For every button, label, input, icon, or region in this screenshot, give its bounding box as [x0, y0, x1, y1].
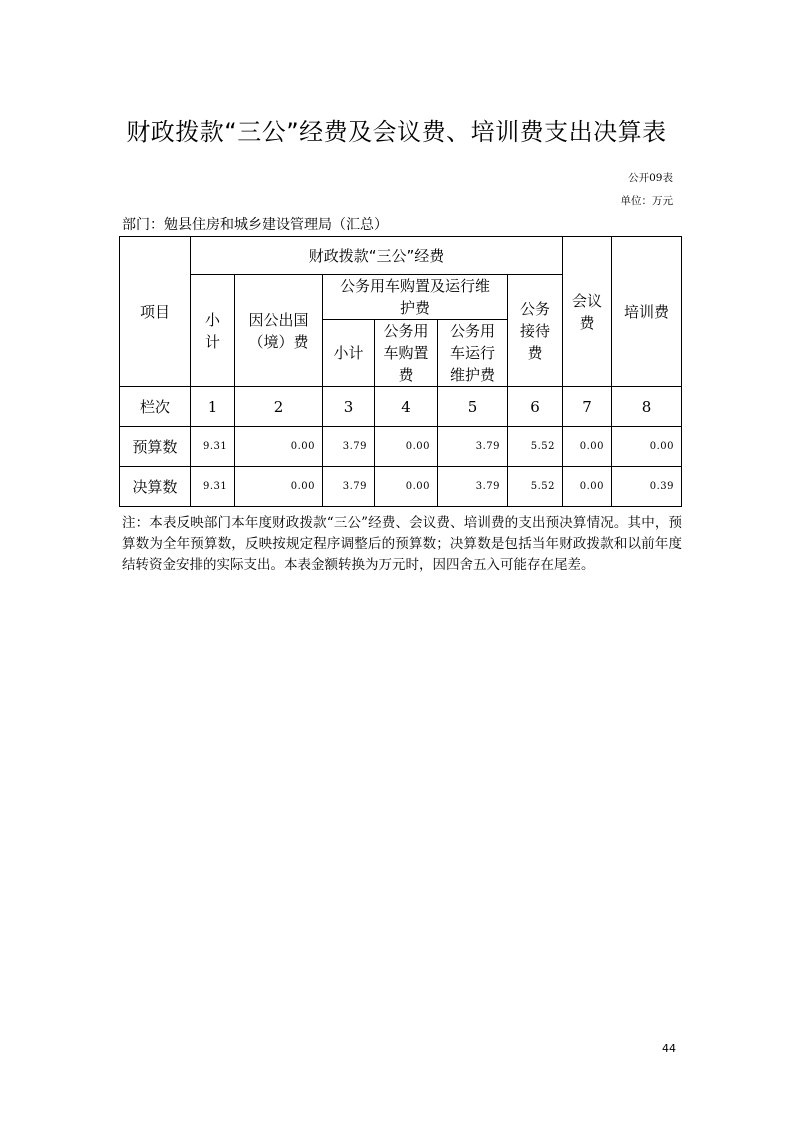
- department-label: 部门：勉县住房和城乡建设管理局（汇总）: [122, 217, 388, 233]
- header-training: 培训费: [612, 237, 682, 387]
- index-cell: 5: [438, 387, 508, 427]
- budget-cell: 0.00: [235, 427, 323, 467]
- unit-label: 单位：万元: [620, 195, 673, 207]
- actual-cell: 9.31: [191, 467, 235, 507]
- budget-cell: 9.31: [191, 427, 235, 467]
- actual-row-label: 决算数: [120, 467, 191, 507]
- actual-cell: 0.00: [563, 467, 612, 507]
- budget-cell: 0.00: [563, 427, 612, 467]
- budget-cell: 5.52: [508, 427, 563, 467]
- budget-cell: 3.79: [438, 427, 508, 467]
- budget-cell: 0.00: [612, 427, 682, 467]
- index-cell: 1: [191, 387, 235, 427]
- header-meeting: 会议 费: [563, 237, 612, 387]
- header-subtotal: 小 计: [191, 275, 235, 387]
- actual-cell: 0.39: [612, 467, 682, 507]
- index-cell: 7: [563, 387, 612, 427]
- header-vehicle-operation: 公务用 车运行 维护费: [438, 320, 508, 387]
- header-sangong-group: 财政拨款“三公”经费: [191, 237, 563, 275]
- actual-cell: 3.79: [438, 467, 508, 507]
- actual-cell: 3.79: [323, 467, 375, 507]
- index-row-label: 栏次: [120, 387, 191, 427]
- footnote: 注：本表反映部门本年度财政拨款“三公”经费、会议费、培训费的支出预决算情况。其中，预算数为全年预算数，反映按规定程序调整后的预算数；决算数是包括当年财政拨款和以前年度结转资金安排的实际支出。本表金额转换为万元时，因四舍五入可能存在尾差。: [122, 515, 682, 573]
- actual-cell: 0.00: [235, 467, 323, 507]
- budget-cell: 0.00: [375, 427, 438, 467]
- actual-cell: 0.00: [375, 467, 438, 507]
- header-reception: 公务 接待 费: [508, 275, 563, 387]
- header-vehicle-subtotal: 小计: [323, 320, 375, 387]
- form-number: 公开09表: [628, 172, 673, 184]
- index-cell: 3: [323, 387, 375, 427]
- header-vehicle-purchase: 公务用 车购置 费: [375, 320, 438, 387]
- actual-cell: 5.52: [508, 467, 563, 507]
- header-overseas: 因公出国 （境）费: [235, 275, 323, 387]
- index-cell: 6: [508, 387, 563, 427]
- index-cell: 2: [235, 387, 323, 427]
- page-title: 财政拨款“三公”经费及会议费、培训费支出决算表: [126, 118, 667, 146]
- budget-cell: 3.79: [323, 427, 375, 467]
- page-number: 44: [662, 1042, 676, 1055]
- budget-row-label: 预算数: [120, 427, 191, 467]
- index-cell: 8: [612, 387, 682, 427]
- header-vehicle-group: 公务用车购置及运行维 护费: [323, 275, 508, 320]
- expenditure-table: [119, 236, 682, 507]
- index-cell: 4: [375, 387, 438, 427]
- header-item: 项目: [120, 237, 191, 387]
